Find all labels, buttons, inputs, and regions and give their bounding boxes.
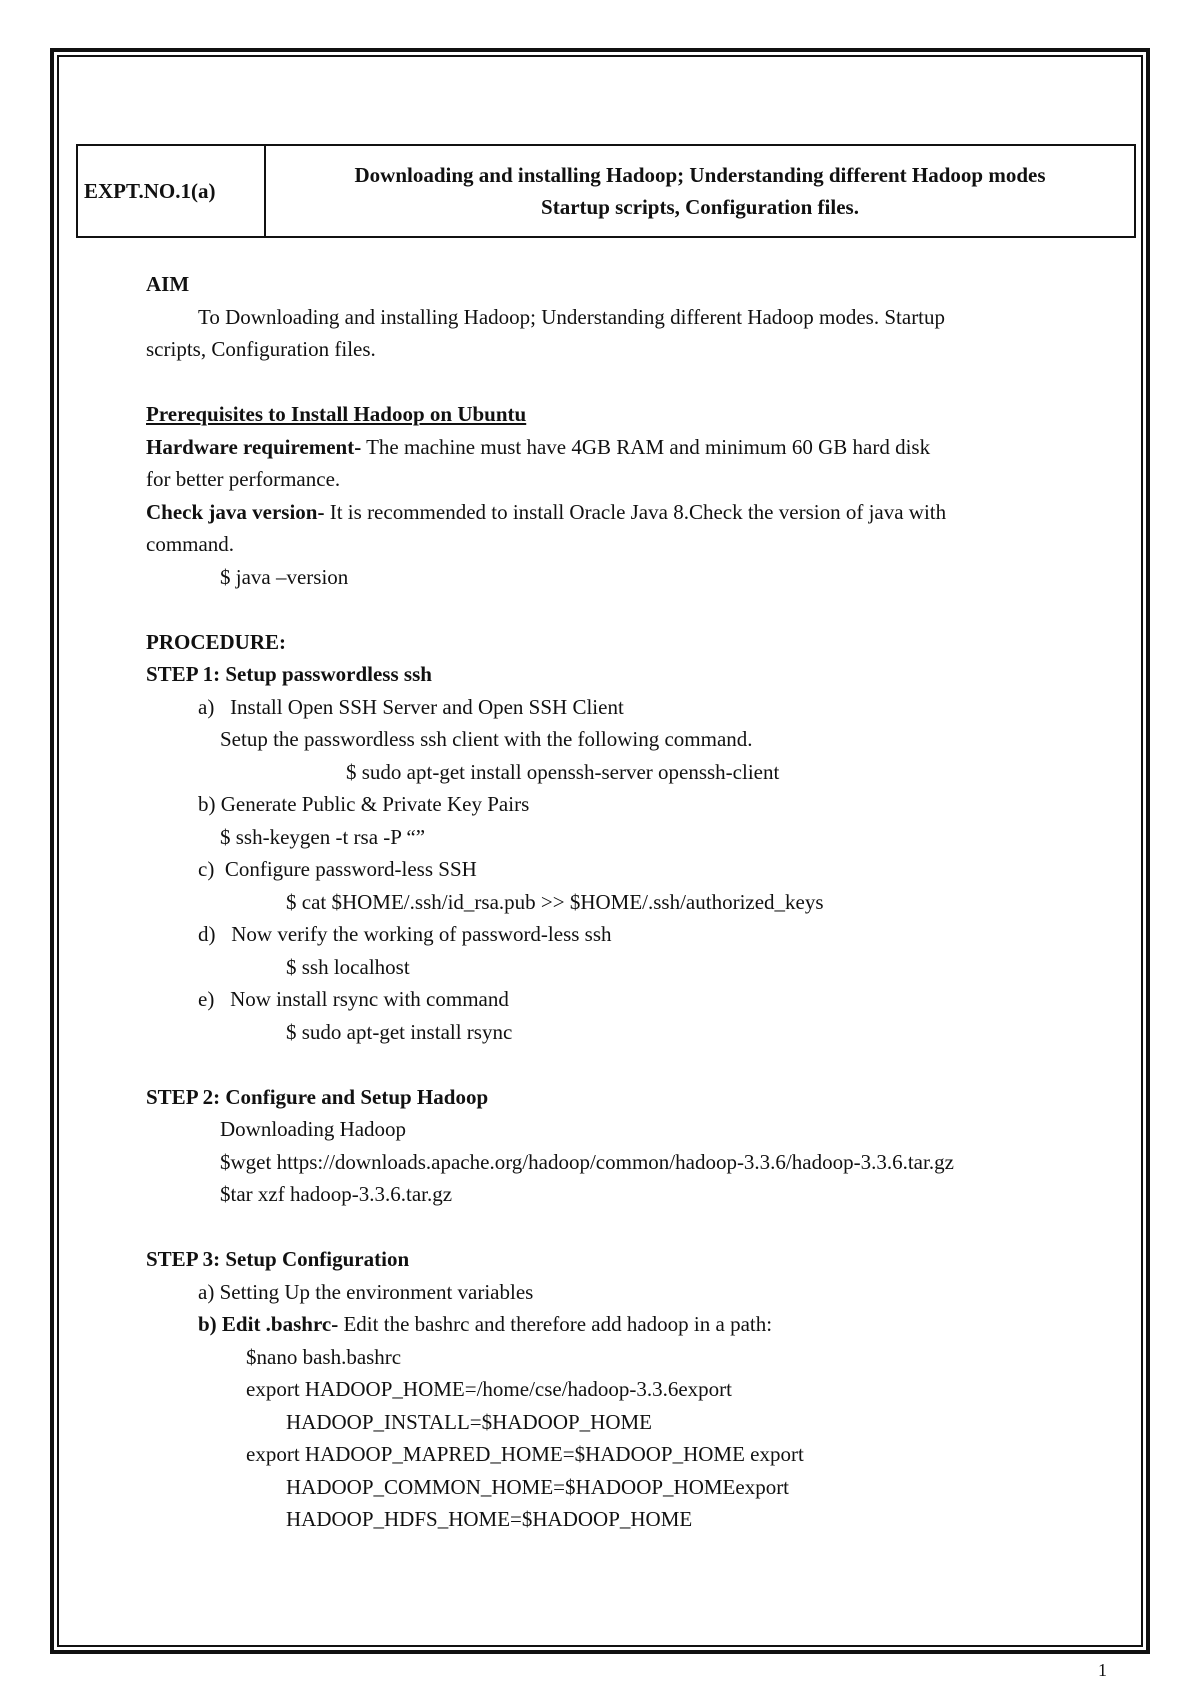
hardware-requirement: [146, 431, 1106, 464]
java-text-cont: command.: [146, 532, 235, 556]
step1-a-command: $ sudo apt-get install openssh-server openssh-client: [346, 759, 780, 784]
step3-b: [146, 1308, 1106, 1341]
step1-heading: STEP 1: Setup passwordless ssh: [146, 662, 432, 686]
step2-line-3: $tar xzf hadoop-3.3.6.tar.gz: [220, 1182, 453, 1206]
step3-command-1: $nano bash.bashrc: [246, 1344, 402, 1369]
step1-d-label: d) Now verify the working of password-less ssh: [198, 922, 612, 946]
step3-a-label: a) Setting Up the environment variables: [198, 1279, 534, 1304]
step1-d-command: $ ssh localhost: [286, 954, 410, 979]
aim-text-line-2: scripts, Configuration files.: [146, 337, 376, 361]
step1-a-desc: Setup the passwordless ssh client with the following command.: [220, 727, 753, 751]
step3-command-4: export HADOOP_MAPRED_HOME=$HADOOP_HOME export: [246, 1442, 804, 1466]
experiment-title-line-1: Downloading and installing Hadoop; Understanding different Hadoop modes: [354, 163, 1046, 187]
step3-b-text: Edit the bashrc and therefore add hadoop in a path:: [338, 1312, 773, 1336]
step3-heading: STEP 3: Setup Configuration: [146, 1247, 410, 1271]
java-label: Check java version-: [146, 499, 325, 524]
hardware-text-cont: for better performance.: [146, 467, 341, 491]
step1-a-label: a) Install Open SSH Server and Open SSH Client: [198, 694, 624, 719]
spacer: [146, 1211, 1106, 1244]
java-text: It is recommended to install Oracle Java 8.Check the version of java with: [324, 499, 947, 524]
java-command: $ java –version: [220, 564, 349, 589]
step1-c-label: c) Configure password-less SSH: [198, 857, 477, 881]
hardware-label: Hardware requirement-: [146, 434, 362, 459]
experiment-title: [266, 146, 1134, 236]
step1-b-label: b) Generate Public & Private Key Pairs: [198, 792, 530, 816]
hardware-text: The machine must have 4GB RAM and minimum 60 GB hard disk: [361, 434, 931, 459]
step1-b-command: $ ssh-keygen -t rsa -P “”: [220, 824, 426, 849]
step3-command-2: export HADOOP_HOME=/home/cse/hadoop-3.3.6export: [246, 1377, 733, 1401]
page-number: 1: [1098, 1660, 1107, 1680]
spacer: [146, 1048, 1106, 1081]
step1-e-command: $ sudo apt-get install rsync: [286, 1019, 513, 1044]
step1-c-command: $ cat $HOME/.ssh/id_rsa.pub >> $HOME/.ssh/authorized_keys: [286, 889, 824, 914]
step3-command-5: HADOOP_COMMON_HOME=$HADOOP_HOMEexport: [286, 1474, 790, 1499]
experiment-title-line-2: Startup scripts, Configuration files.: [541, 195, 859, 219]
step3-command-3: HADOOP_INSTALL=$HADOOP_HOME: [286, 1409, 652, 1434]
aim-heading: AIM: [146, 272, 190, 296]
experiment-number: EXPT.NO.1(a): [78, 146, 266, 236]
step3-command-6: HADOOP_HDFS_HOME=$HADOOP_HOME: [286, 1507, 693, 1531]
prerequisites-heading: Prerequisites to Install Hadoop on Ubuntu: [146, 402, 527, 426]
procedure-heading: PROCEDURE:: [146, 629, 286, 654]
aim-text-line-1: To Downloading and installing Hadoop; Understanding different Hadoop modes. Startup: [198, 304, 946, 329]
step2-heading: STEP 2: Configure and Setup Hadoop: [146, 1084, 489, 1109]
experiment-header-table: [76, 144, 1136, 238]
step3-b-label: b) Edit .bashrc-: [198, 1312, 339, 1336]
spacer: [146, 366, 1106, 399]
spacer: [146, 593, 1106, 626]
step2-line-1: Downloading Hadoop: [220, 1117, 407, 1141]
java-check: [146, 496, 1106, 529]
document-body: [146, 268, 1106, 1536]
step2-line-2: $wget https://downloads.apache.org/hadoop/common/hadoop-3.3.6/hadoop-3.3.6.tar.gz: [220, 1149, 954, 1174]
step1-e-label: e) Now install rsync with command: [198, 987, 509, 1011]
